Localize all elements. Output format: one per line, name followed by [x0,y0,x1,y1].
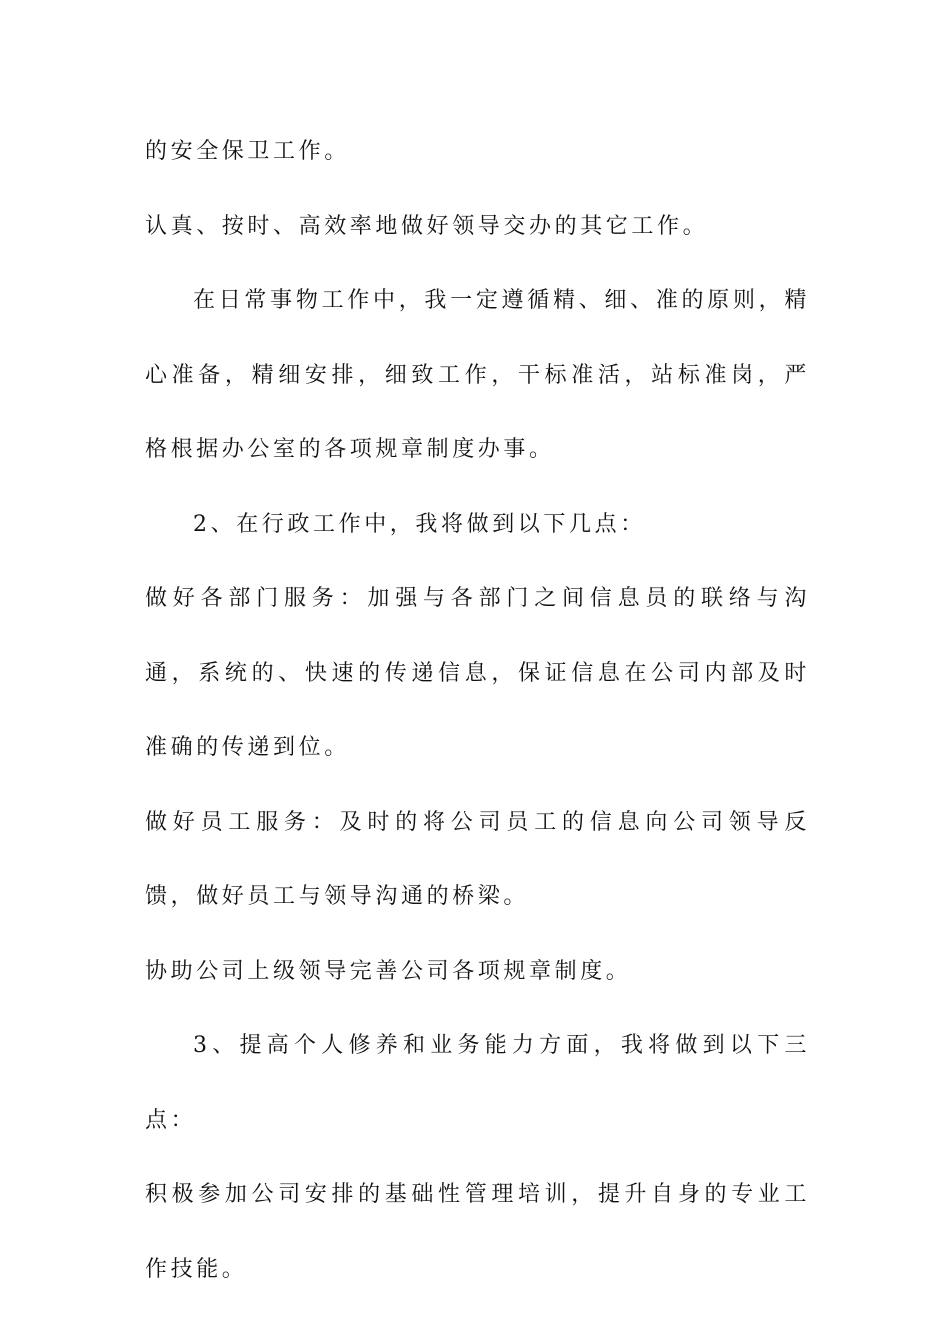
paragraph-regulations: 协助公司上级领导完善公司各项规章制度。 [145,958,632,984]
paragraph-security-work: 的安全保卫工作。 [145,139,350,164]
paragraph-training: 积极参加公司安排的基础性管理培训，提升自身的专业工作技能。 [145,1182,810,1282]
document-body [145,115,810,1307]
paragraph-other-tasks: 认真、按时、高效率地做好领导交办的其它工作。 [145,213,709,239]
paragraph-employee-service: 做好员工服务：及时的将公司员工的信息向公司领导反馈，做好员工与领导沟通的桥梁。 [145,809,810,909]
paragraph-admin-heading: 2、在行政工作中，我将做到以下几点： [193,511,646,537]
paragraph-self-improvement-heading: 3、提高个人修养和业务能力方面，我将做到以下三点： [145,1033,810,1133]
paragraph-daily-affairs: 在日常事物工作中，我一定遵循精、细、准的原则，精心准备，精细安排，细致工作，干标准活，站标准岗，严格根据办公室的各项规章制度办事。 [145,288,810,462]
paragraph-department-service: 做好各部门服务：加强与各部门之间信息员的联络与沟通，系统的、快速的传递信息，保证信息在公司内部及时准确的传递到位。 [145,586,810,760]
